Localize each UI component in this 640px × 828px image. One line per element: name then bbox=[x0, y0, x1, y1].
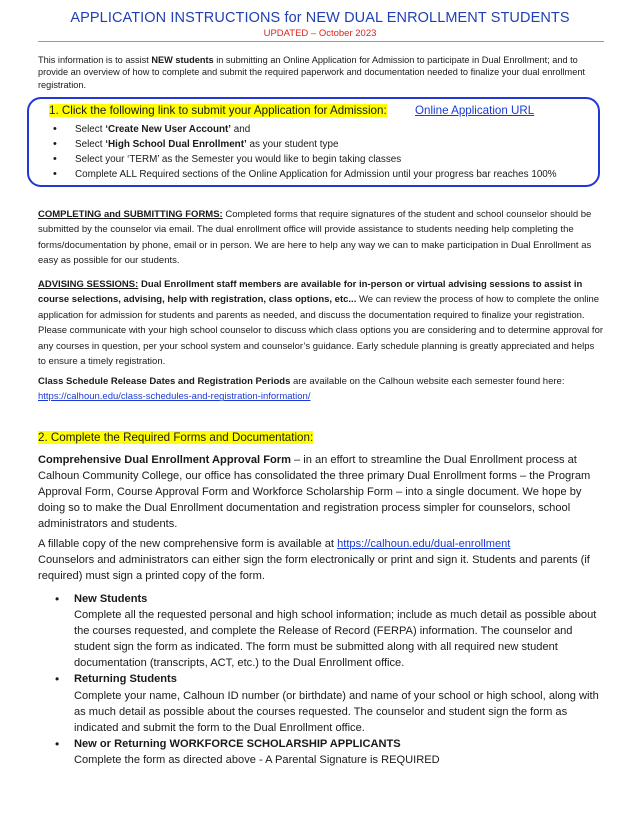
group-text: Complete all the requested personal and high school information; include as much detail as possible about the courses requested, and complete the Release of Record (FERPA) information. The counselor and student sign the form as indicated. The form must be submitted along with all required new student documentation (transcripts, ACT, etc.) to the Dual Enrollment office. bbox=[74, 609, 597, 670]
step1-box bbox=[27, 97, 600, 187]
completing-label: COMPLETING and SUBMITTING FORMS: bbox=[38, 209, 223, 220]
advising-label: ADVISING SESSIONS: bbox=[38, 279, 139, 290]
step1-item: • Select ‘High School Dual Enrollment’ as your student type bbox=[53, 137, 557, 152]
group-title: • New Students bbox=[74, 593, 148, 605]
step1-item: • Select ‘Create New User Account’ and bbox=[53, 122, 557, 137]
step1-item: • Complete ALL Required sections of the Online Application for Admission until your progress bar reaches 100% bbox=[53, 167, 557, 182]
group-title: • New or Returning WORKFORCE SCHOLARSHIP APPLICANTS bbox=[74, 737, 401, 750]
page-title: APPLICATION INSTRUCTIONS for NEW DUAL ENROLLMENT STUDENTS bbox=[70, 10, 570, 26]
step1-heading bbox=[49, 104, 387, 117]
comprehensive-bold: Comprehensive Dual Enrollment Approval Form bbox=[38, 454, 291, 466]
online-application-link[interactable]: Online Application URL bbox=[415, 104, 535, 117]
schedule-text: are available on the Calhoun website each semester found here: bbox=[290, 376, 565, 387]
step2-heading-text: 2. Complete the Required Forms and Documentation: bbox=[38, 431, 314, 444]
advising-text: We can review the process of how to complete the online application for admission for students and parents as needed, and discuss the documentation required to finalize your registration. Please communicate with your high school counselor to discuss which class options you are considering and to determine approval for any courses in question, per your school system and counselor’s guidance. Early schedule planning is greatly appreciated and helps to ensure a timely registration. bbox=[38, 294, 604, 368]
fillable-text-1: A fillable copy of the new comprehensive form is available at bbox=[38, 538, 338, 550]
step1-heading-text: 1. Click the following link to submit your Application for Admission: bbox=[49, 104, 387, 117]
completing-paragraph bbox=[38, 207, 604, 269]
schedule-bold: Class Schedule Release Dates and Registration Periods bbox=[38, 376, 291, 387]
completing-text: Completed forms that require signatures of the student and school counselor should be submitted by the counselor via email. The dual enrollment office will provide assistance to students needing help completing the forms/documentation by phone, email or in person. We are here to help any way we can to make participation in Dual Enrollment as easy as possible for our students. bbox=[38, 209, 592, 267]
title-divider bbox=[38, 41, 604, 42]
intro-text-1: This information is to assist bbox=[38, 55, 152, 65]
group-text: Complete the form as directed above - A Parental Signature is REQUIRED bbox=[74, 753, 440, 766]
updated-date: UPDATED – October 2023 bbox=[263, 28, 377, 39]
advising-bold: Dual Enrollment staff members are available for in-person or virtual advising sessions to assist in course selections, advising, help with registration, class options, etc... bbox=[38, 279, 583, 306]
fillable-paragraph bbox=[38, 536, 608, 584]
intro-text-2: in submitting an Online Application for Admission to participate in Dual Enrollment; and to provide an overview of how to complete and submit the required paperwork and documentation needed to finalize your dual enrollment registration. bbox=[38, 55, 585, 90]
schedule-link[interactable]: https://calhoun.edu/class-schedules-and-registration-information/ bbox=[38, 391, 311, 403]
fillable-text-2: Counselors and administrators can either sign the form electronically or print and sign it. Students and parents (if required) must sign a printed copy of the form. bbox=[38, 554, 590, 583]
comprehensive-paragraph bbox=[38, 452, 608, 532]
list-item bbox=[38, 671, 608, 735]
list-item bbox=[38, 736, 608, 768]
step2-heading bbox=[38, 431, 313, 444]
comprehensive-text: – in an effort to streamline the Dual Enrollment process at Calhoun Community College, our office has consolidated the three primary Dual Enrollment forms – the Program Approval Form, Course Approval Form and Workforce Scholarship Form – into a single document. We hope by doing so to make the Dual Enrollment documentation and registration process simpler for counselors, school administrators and students. bbox=[38, 454, 591, 531]
step1-item: • Select your ‘TERM’ as the Semester you would like to begin taking classes bbox=[53, 152, 557, 167]
schedule-paragraph bbox=[38, 374, 604, 405]
dual-enrollment-link[interactable]: https://calhoun.edu/dual-enrollment bbox=[337, 538, 511, 550]
list-item bbox=[38, 591, 608, 671]
form-groups-list bbox=[38, 591, 608, 768]
group-text: Complete your name, Calhoun ID number (or birthdate) and name of your school or high school, along with as much detail as possible about the courses requested. The counselor and student sign the form as indicated and submit the form to the Dual Enrollment office. bbox=[74, 689, 599, 734]
step1-list bbox=[53, 122, 557, 182]
advising-paragraph bbox=[38, 277, 604, 369]
group-title: • Returning Students bbox=[74, 673, 177, 686]
intro-paragraph bbox=[38, 54, 608, 91]
intro-bold: NEW students bbox=[151, 55, 214, 65]
